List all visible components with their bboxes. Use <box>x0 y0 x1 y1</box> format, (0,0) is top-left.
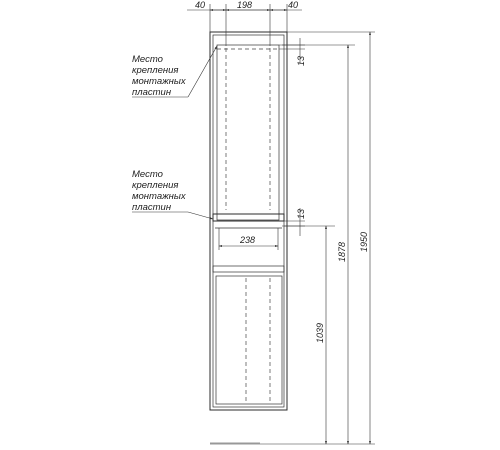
dim-height-1878: 1878 <box>337 241 347 262</box>
callout-mounting-mid <box>132 169 213 219</box>
callout-2-line-3: монтажных <box>132 191 186 202</box>
hidden-lines <box>217 48 279 402</box>
callout-2-line-2: крепления <box>132 180 179 191</box>
callout-mounting-top <box>132 46 217 98</box>
dim-gap-top: 13 <box>296 55 306 66</box>
gap-dimensions <box>279 38 306 236</box>
callout-1-line-3: монтажных <box>132 76 186 87</box>
dim-gap-mid: 13 <box>296 208 306 219</box>
dim-height-1039: 1039 <box>315 322 325 343</box>
callout-1-line-2: крепления <box>132 65 179 76</box>
dim-right-40: 40 <box>288 0 299 10</box>
shelf-depth-dimension <box>219 228 278 250</box>
callout-2-line-1: Место <box>132 169 163 180</box>
height-dimensions <box>210 32 375 444</box>
callout-2-line-4: пластин <box>132 202 172 213</box>
dim-shelf-238: 238 <box>240 235 256 245</box>
dim-height-1950: 1950 <box>359 231 369 252</box>
callout-1-line-1: Место <box>132 54 163 65</box>
callout-1-line-4: пластин <box>132 87 172 98</box>
dim-left-40: 40 <box>195 0 206 10</box>
dim-inner-198: 198 <box>237 0 253 10</box>
cabinet-outline <box>210 32 287 410</box>
top-dimension <box>187 0 302 46</box>
